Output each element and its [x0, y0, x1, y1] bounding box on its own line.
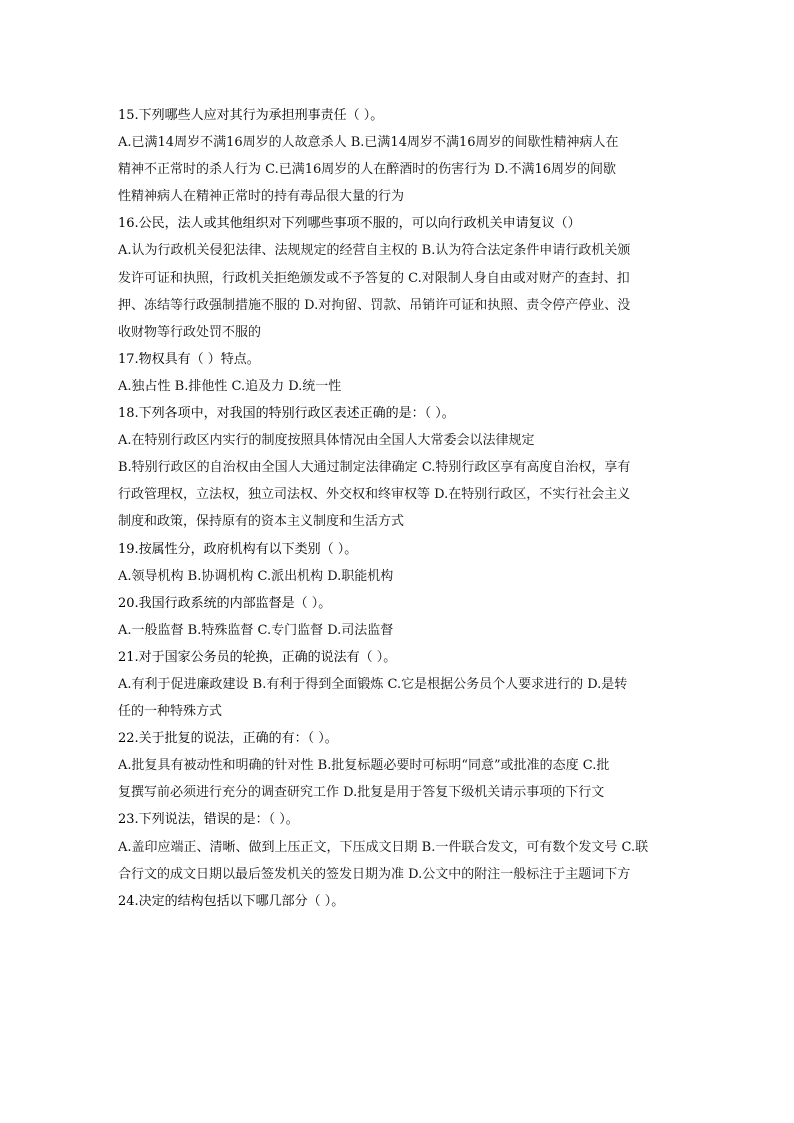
question-21-options-cont: 任的一种特殊方式	[118, 704, 223, 720]
question-17: 17.物权具有（ ）特点。	[118, 351, 260, 367]
question-23-options: A.盖印应端正、清晰、做到上压正文，下压成文日期 B.一件联合发文，可有数个发文号 C.联	[118, 839, 649, 855]
document-page	[118, 102, 678, 915]
question-15-options: A.已满14周岁不满16周岁的人故意杀人 B.已满14周岁不满16周岁的间歇性精神病人在	[118, 135, 619, 151]
question-20: 20.我国行政系统的内部监督是（ ）。	[118, 595, 332, 611]
question-18-options: A.在特别行政区内实行的制度按照具体情况由全国人大常委会以法律规定	[118, 433, 535, 449]
question-18: 18.下列各项中，对我国的特别行政区表述正确的是：（ ）。	[118, 406, 455, 422]
question-16-options: A.认为行政机关侵犯法律、法规规定的经营自主权的 B.认为符合法定条件申请行政机关颁	[118, 243, 631, 259]
question-15: 15.下列哪些人应对其行为承担刑事责任（ ）。	[118, 108, 384, 123]
question-18-options-cont: 制度和政策，保持原有的资本主义制度和生活方式	[118, 514, 405, 530]
question-17-options: A.独占性 B.排他性 C.追及力 D.统一性	[118, 378, 342, 394]
question-15-options-cont: 精神不正常时的杀人行为 C.已满16周岁的人在醉酒时的伤害行为 D.不满16周岁的间歇	[118, 162, 617, 178]
question-16-options-cont: 押、冻结等行政强制措施不服的 D.对拘留、罚款、吊销许可证和执照、责令停产停业、没	[118, 297, 631, 313]
question-19: 19.按属性分，政府机构有以下类别（ ）。	[118, 541, 358, 557]
question-22-options: A.批复具有被动性和明确的针对性 B.批复标题必要时可标明“同意”或批准的态度 C.批	[118, 758, 610, 774]
question-22: 22.关于批复的说法，正确的有：（ ）。	[118, 731, 338, 747]
question-20-options: A.一般监督 B.特殊监督 C.专门监督 D.司法监督	[118, 622, 394, 638]
question-15-options-cont: 性精神病人在精神正常时的持有毒品很大量的行为	[118, 189, 405, 205]
question-22-options-cont: 复撰写前必须进行充分的调查研究工作 D.批复是用于答复下级机关请示事项的下行文	[118, 785, 605, 801]
question-21-options: A.有利于促进廉政建设 B.有利于得到全面锻炼 C.它是根据公务员个人要求进行的 D.是转	[118, 676, 628, 692]
question-24: 24.决定的结构包括以下哪几部分（ ）。	[118, 893, 345, 909]
question-23: 23.下列说法，错误的是：（ ）。	[118, 812, 299, 828]
question-23-options-cont: 合行文的成文日期以最后签发机关的签发日期为准 D.公文中的附注一般标注于主题词下方	[118, 866, 631, 882]
question-16-options-cont: 收财物等行政处罚不服的	[118, 324, 262, 340]
question-19-options: A.领导机构 B.协调机构 C.派出机构 D.职能机构	[118, 568, 394, 584]
question-21: 21.对于国家公务员的轮换，正确的说法有（ ）。	[118, 649, 397, 665]
question-18-options-cont: 行政管理权，立法权，独立司法权、外交权和终审权等 D.在特别行政区，不实行社会主义	[118, 487, 631, 503]
question-18-options-cont: B.特别行政区的自治权由全国人大通过制定法律确定 C.特别行政区享有高度自治权，享有	[118, 460, 631, 476]
question-16: 16.公民，法人或其他组织对下列哪些事项不服的，可以向行政机关申请复议（）	[118, 216, 581, 232]
question-16-options-cont: 发许可证和执照，行政机关拒绝颁发或不予答复的 C.对限制人身自由或对财产的查封、扣	[118, 270, 630, 286]
